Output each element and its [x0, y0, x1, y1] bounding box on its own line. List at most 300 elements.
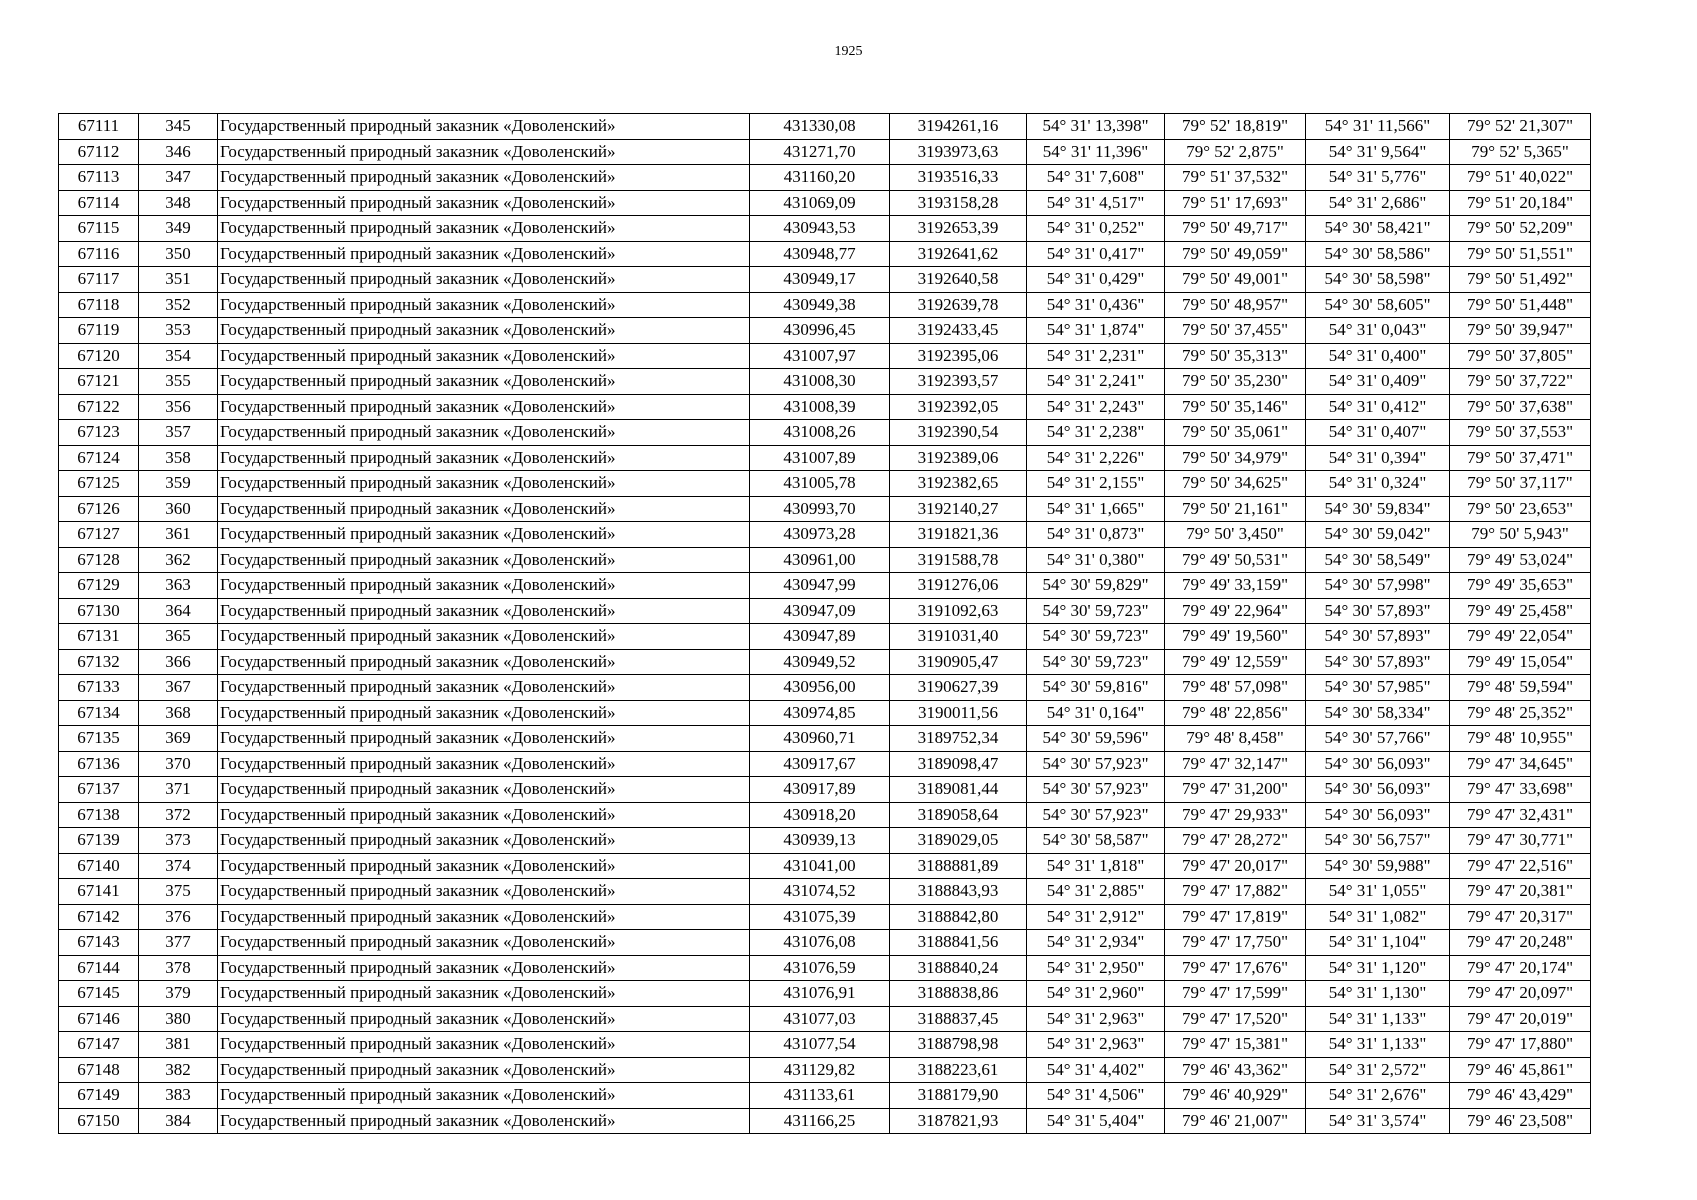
y-coordinate-cell: 3192140,27 [890, 496, 1027, 522]
y-coordinate-cell: 3192653,39 [890, 216, 1027, 242]
page-number: 1925 [834, 44, 863, 59]
longitude-1-cell: 79° 47' 28,272" [1165, 828, 1306, 854]
point-number-cell: 345 [139, 114, 218, 140]
y-coordinate-cell: 3191821,36 [890, 522, 1027, 548]
name-cell: Государственный природный заказник «Доволенский» [218, 241, 750, 267]
latitude-1-cell: 54° 31' 0,164" [1027, 700, 1165, 726]
point-number-cell: 347 [139, 165, 218, 191]
row-number-cell: 67138 [59, 802, 139, 828]
longitude-2-cell: 79° 50' 37,471" [1450, 445, 1591, 471]
table-body [59, 114, 1591, 1134]
latitude-1-cell: 54° 31' 0,436" [1027, 292, 1165, 318]
longitude-2-cell: 79° 47' 33,698" [1450, 777, 1591, 803]
latitude-2-cell: 54° 30' 57,998" [1306, 573, 1450, 599]
name-cell: Государственный природный заказник «Доволенский» [218, 1083, 750, 1109]
longitude-2-cell: 79° 47' 20,174" [1450, 955, 1591, 981]
longitude-1-cell: 79° 46' 21,007" [1165, 1108, 1306, 1134]
point-number-cell: 368 [139, 700, 218, 726]
longitude-2-cell: 79° 52' 5,365" [1450, 139, 1591, 165]
table-row [59, 930, 1591, 956]
latitude-2-cell: 54° 31' 3,574" [1306, 1108, 1450, 1134]
x-coordinate-cell: 430949,38 [750, 292, 890, 318]
longitude-2-cell: 79° 47' 17,880" [1450, 1032, 1591, 1058]
longitude-2-cell: 79° 50' 37,805" [1450, 343, 1591, 369]
y-coordinate-cell: 3192382,65 [890, 471, 1027, 497]
point-number-cell: 366 [139, 649, 218, 675]
longitude-1-cell: 79° 47' 15,381" [1165, 1032, 1306, 1058]
x-coordinate-cell: 431007,97 [750, 343, 890, 369]
longitude-1-cell: 79° 48' 8,458" [1165, 726, 1306, 752]
y-coordinate-cell: 3192392,05 [890, 394, 1027, 420]
y-coordinate-cell: 3193516,33 [890, 165, 1027, 191]
latitude-1-cell: 54° 31' 1,818" [1027, 853, 1165, 879]
x-coordinate-cell: 430947,89 [750, 624, 890, 650]
longitude-1-cell: 79° 50' 37,455" [1165, 318, 1306, 344]
longitude-2-cell: 79° 50' 37,722" [1450, 369, 1591, 395]
latitude-2-cell: 54° 30' 57,893" [1306, 649, 1450, 675]
table-row [59, 318, 1591, 344]
row-number-cell: 67125 [59, 471, 139, 497]
latitude-1-cell: 54° 31' 2,226" [1027, 445, 1165, 471]
row-number-cell: 67144 [59, 955, 139, 981]
row-number-cell: 67130 [59, 598, 139, 624]
latitude-1-cell: 54° 31' 7,608" [1027, 165, 1165, 191]
name-cell: Государственный природный заказник «Доволенский» [218, 445, 750, 471]
point-number-cell: 382 [139, 1057, 218, 1083]
point-number-cell: 364 [139, 598, 218, 624]
table-row [59, 1083, 1591, 1109]
name-cell: Государственный природный заказник «Доволенский» [218, 802, 750, 828]
longitude-1-cell: 79° 48' 57,098" [1165, 675, 1306, 701]
coordinates-table [58, 113, 1591, 1134]
y-coordinate-cell: 3192395,06 [890, 343, 1027, 369]
name-cell: Государственный природный заказник «Доволенский» [218, 496, 750, 522]
table-row [59, 1057, 1591, 1083]
longitude-2-cell: 79° 51' 40,022" [1450, 165, 1591, 191]
longitude-1-cell: 79° 50' 3,450" [1165, 522, 1306, 548]
latitude-1-cell: 54° 31' 0,252" [1027, 216, 1165, 242]
latitude-1-cell: 54° 31' 11,396" [1027, 139, 1165, 165]
table-row [59, 981, 1591, 1007]
row-number-cell: 67120 [59, 343, 139, 369]
latitude-2-cell: 54° 31' 0,412" [1306, 394, 1450, 420]
table-row [59, 394, 1591, 420]
x-coordinate-cell: 430973,28 [750, 522, 890, 548]
row-number-cell: 67111 [59, 114, 139, 140]
table-row [59, 598, 1591, 624]
point-number-cell: 346 [139, 139, 218, 165]
latitude-2-cell: 54° 30' 58,586" [1306, 241, 1450, 267]
longitude-1-cell: 79° 47' 17,819" [1165, 904, 1306, 930]
latitude-1-cell: 54° 31' 2,963" [1027, 1032, 1165, 1058]
longitude-1-cell: 79° 46' 40,929" [1165, 1083, 1306, 1109]
x-coordinate-cell: 430949,52 [750, 649, 890, 675]
table-row [59, 955, 1591, 981]
latitude-2-cell: 54° 31' 0,400" [1306, 343, 1450, 369]
longitude-1-cell: 79° 51' 17,693" [1165, 190, 1306, 216]
latitude-2-cell: 54° 30' 57,893" [1306, 598, 1450, 624]
name-cell: Государственный природный заказник «Доволенский» [218, 292, 750, 318]
latitude-1-cell: 54° 31' 2,241" [1027, 369, 1165, 395]
x-coordinate-cell: 431160,20 [750, 165, 890, 191]
longitude-1-cell: 79° 50' 48,957" [1165, 292, 1306, 318]
latitude-2-cell: 54° 30' 58,421" [1306, 216, 1450, 242]
name-cell: Государственный природный заказник «Доволенский» [218, 1057, 750, 1083]
x-coordinate-cell: 431330,08 [750, 114, 890, 140]
name-cell: Государственный природный заказник «Доволенский» [218, 267, 750, 293]
longitude-1-cell: 79° 49' 33,159" [1165, 573, 1306, 599]
latitude-2-cell: 54° 31' 11,566" [1306, 114, 1450, 140]
longitude-1-cell: 79° 50' 49,717" [1165, 216, 1306, 242]
name-cell: Государственный природный заказник «Доволенский» [218, 981, 750, 1007]
latitude-1-cell: 54° 31' 2,960" [1027, 981, 1165, 1007]
name-cell: Государственный природный заказник «Доволенский» [218, 139, 750, 165]
x-coordinate-cell: 430996,45 [750, 318, 890, 344]
longitude-2-cell: 79° 50' 51,448" [1450, 292, 1591, 318]
name-cell: Государственный природный заказник «Доволенский» [218, 649, 750, 675]
latitude-2-cell: 54° 31' 1,104" [1306, 930, 1450, 956]
y-coordinate-cell: 3192640,58 [890, 267, 1027, 293]
table-row [59, 139, 1591, 165]
x-coordinate-cell: 430949,17 [750, 267, 890, 293]
y-coordinate-cell: 3188838,86 [890, 981, 1027, 1007]
longitude-2-cell: 79° 50' 37,638" [1450, 394, 1591, 420]
name-cell: Государственный природный заказник «Доволенский» [218, 955, 750, 981]
name-cell: Государственный природный заказник «Доволенский» [218, 777, 750, 803]
longitude-2-cell: 79° 50' 51,551" [1450, 241, 1591, 267]
name-cell: Государственный природный заказник «Доволенский» [218, 624, 750, 650]
latitude-1-cell: 54° 31' 5,404" [1027, 1108, 1165, 1134]
table-row [59, 471, 1591, 497]
table-row [59, 343, 1591, 369]
longitude-1-cell: 79° 52' 18,819" [1165, 114, 1306, 140]
table-row [59, 1032, 1591, 1058]
latitude-2-cell: 54° 31' 0,324" [1306, 471, 1450, 497]
latitude-2-cell: 54° 30' 57,985" [1306, 675, 1450, 701]
longitude-2-cell: 79° 49' 22,054" [1450, 624, 1591, 650]
longitude-2-cell: 79° 46' 43,429" [1450, 1083, 1591, 1109]
y-coordinate-cell: 3188843,93 [890, 879, 1027, 905]
x-coordinate-cell: 430947,99 [750, 573, 890, 599]
table-row [59, 904, 1591, 930]
name-cell: Государственный природный заказник «Доволенский» [218, 598, 750, 624]
y-coordinate-cell: 3194261,16 [890, 114, 1027, 140]
latitude-2-cell: 54° 31' 1,055" [1306, 879, 1450, 905]
latitude-1-cell: 54° 31' 4,517" [1027, 190, 1165, 216]
point-number-cell: 361 [139, 522, 218, 548]
y-coordinate-cell: 3188840,24 [890, 955, 1027, 981]
x-coordinate-cell: 431076,08 [750, 930, 890, 956]
x-coordinate-cell: 431077,54 [750, 1032, 890, 1058]
latitude-1-cell: 54° 31' 0,429" [1027, 267, 1165, 293]
point-number-cell: 359 [139, 471, 218, 497]
y-coordinate-cell: 3192393,57 [890, 369, 1027, 395]
longitude-2-cell: 79° 50' 37,117" [1450, 471, 1591, 497]
longitude-1-cell: 79° 47' 17,520" [1165, 1006, 1306, 1032]
name-cell: Государственный природный заказник «Доволенский» [218, 471, 750, 497]
x-coordinate-cell: 431075,39 [750, 904, 890, 930]
longitude-2-cell: 79° 47' 22,516" [1450, 853, 1591, 879]
point-number-cell: 376 [139, 904, 218, 930]
longitude-1-cell: 79° 49' 50,531" [1165, 547, 1306, 573]
latitude-1-cell: 54° 31' 0,380" [1027, 547, 1165, 573]
name-cell: Государственный природный заказник «Доволенский» [218, 522, 750, 548]
point-number-cell: 365 [139, 624, 218, 650]
y-coordinate-cell: 3192433,45 [890, 318, 1027, 344]
name-cell: Государственный природный заказник «Доволенский» [218, 726, 750, 752]
longitude-2-cell: 79° 47' 34,645" [1450, 751, 1591, 777]
row-number-cell: 67124 [59, 445, 139, 471]
longitude-1-cell: 79° 46' 43,362" [1165, 1057, 1306, 1083]
table-row [59, 216, 1591, 242]
y-coordinate-cell: 3189081,44 [890, 777, 1027, 803]
row-number-cell: 67142 [59, 904, 139, 930]
y-coordinate-cell: 3187821,93 [890, 1108, 1027, 1134]
name-cell: Государственный природный заказник «Доволенский» [218, 190, 750, 216]
y-coordinate-cell: 3188223,61 [890, 1057, 1027, 1083]
latitude-1-cell: 54° 30' 59,829" [1027, 573, 1165, 599]
y-coordinate-cell: 3189098,47 [890, 751, 1027, 777]
longitude-1-cell: 79° 50' 35,313" [1165, 343, 1306, 369]
latitude-1-cell: 54° 30' 59,723" [1027, 649, 1165, 675]
longitude-2-cell: 79° 47' 20,248" [1450, 930, 1591, 956]
row-number-cell: 67127 [59, 522, 139, 548]
x-coordinate-cell: 431008,39 [750, 394, 890, 420]
point-number-cell: 370 [139, 751, 218, 777]
table-row [59, 190, 1591, 216]
table-row [59, 420, 1591, 446]
longitude-2-cell: 79° 46' 45,861" [1450, 1057, 1591, 1083]
latitude-2-cell: 54° 30' 58,605" [1306, 292, 1450, 318]
latitude-1-cell: 54° 31' 1,665" [1027, 496, 1165, 522]
longitude-2-cell: 79° 50' 5,943" [1450, 522, 1591, 548]
latitude-2-cell: 54° 30' 59,988" [1306, 853, 1450, 879]
x-coordinate-cell: 431069,09 [750, 190, 890, 216]
x-coordinate-cell: 430947,09 [750, 598, 890, 624]
latitude-1-cell: 54° 31' 1,874" [1027, 318, 1165, 344]
latitude-2-cell: 54° 30' 56,757" [1306, 828, 1450, 854]
table-row [59, 853, 1591, 879]
table-row [59, 879, 1591, 905]
row-number-cell: 67113 [59, 165, 139, 191]
longitude-1-cell: 79° 47' 20,017" [1165, 853, 1306, 879]
latitude-2-cell: 54° 31' 0,409" [1306, 369, 1450, 395]
latitude-1-cell: 54° 30' 59,816" [1027, 675, 1165, 701]
longitude-1-cell: 79° 47' 17,882" [1165, 879, 1306, 905]
latitude-1-cell: 54° 31' 2,963" [1027, 1006, 1165, 1032]
name-cell: Государственный природный заказник «Доволенский» [218, 930, 750, 956]
table-row [59, 777, 1591, 803]
y-coordinate-cell: 3190905,47 [890, 649, 1027, 675]
longitude-1-cell: 79° 47' 31,200" [1165, 777, 1306, 803]
row-number-cell: 67146 [59, 1006, 139, 1032]
latitude-1-cell: 54° 30' 57,923" [1027, 777, 1165, 803]
y-coordinate-cell: 3192389,06 [890, 445, 1027, 471]
table-row [59, 573, 1591, 599]
x-coordinate-cell: 430943,53 [750, 216, 890, 242]
point-number-cell: 357 [139, 420, 218, 446]
longitude-2-cell: 79° 47' 32,431" [1450, 802, 1591, 828]
x-coordinate-cell: 431074,52 [750, 879, 890, 905]
latitude-1-cell: 54° 31' 0,417" [1027, 241, 1165, 267]
y-coordinate-cell: 3193158,28 [890, 190, 1027, 216]
name-cell: Государственный природный заказник «Доволенский» [218, 318, 750, 344]
table-row [59, 114, 1591, 140]
y-coordinate-cell: 3189058,64 [890, 802, 1027, 828]
x-coordinate-cell: 430961,00 [750, 547, 890, 573]
point-number-cell: 352 [139, 292, 218, 318]
table-row [59, 624, 1591, 650]
latitude-1-cell: 54° 30' 57,923" [1027, 802, 1165, 828]
row-number-cell: 67135 [59, 726, 139, 752]
longitude-2-cell: 79° 50' 23,653" [1450, 496, 1591, 522]
latitude-2-cell: 54° 31' 5,776" [1306, 165, 1450, 191]
longitude-2-cell: 79° 47' 20,317" [1450, 904, 1591, 930]
x-coordinate-cell: 431076,91 [750, 981, 890, 1007]
x-coordinate-cell: 431008,26 [750, 420, 890, 446]
name-cell: Государственный природный заказник «Доволенский» [218, 573, 750, 599]
x-coordinate-cell: 431007,89 [750, 445, 890, 471]
x-coordinate-cell: 430960,71 [750, 726, 890, 752]
point-number-cell: 354 [139, 343, 218, 369]
name-cell: Государственный природный заказник «Доволенский» [218, 853, 750, 879]
latitude-1-cell: 54° 30' 59,723" [1027, 624, 1165, 650]
row-number-cell: 67112 [59, 139, 139, 165]
x-coordinate-cell: 430917,89 [750, 777, 890, 803]
y-coordinate-cell: 3191031,40 [890, 624, 1027, 650]
table-row [59, 828, 1591, 854]
longitude-2-cell: 79° 51' 20,184" [1450, 190, 1591, 216]
table-row [59, 369, 1591, 395]
point-number-cell: 367 [139, 675, 218, 701]
latitude-2-cell: 54° 31' 2,686" [1306, 190, 1450, 216]
name-cell: Государственный природный заказник «Доволенский» [218, 369, 750, 395]
table-row [59, 675, 1591, 701]
point-number-cell: 350 [139, 241, 218, 267]
row-number-cell: 67133 [59, 675, 139, 701]
y-coordinate-cell: 3190627,39 [890, 675, 1027, 701]
longitude-2-cell: 79° 47' 20,381" [1450, 879, 1591, 905]
name-cell: Государственный природный заказник «Доволенский» [218, 700, 750, 726]
latitude-1-cell: 54° 30' 59,723" [1027, 598, 1165, 624]
latitude-2-cell: 54° 30' 58,334" [1306, 700, 1450, 726]
y-coordinate-cell: 3190011,56 [890, 700, 1027, 726]
longitude-1-cell: 79° 50' 21,161" [1165, 496, 1306, 522]
latitude-2-cell: 54° 31' 1,130" [1306, 981, 1450, 1007]
row-number-cell: 67115 [59, 216, 139, 242]
name-cell: Государственный природный заказник «Доволенский» [218, 904, 750, 930]
longitude-2-cell: 79° 49' 25,458" [1450, 598, 1591, 624]
name-cell: Государственный природный заказник «Доволенский» [218, 1108, 750, 1134]
latitude-2-cell: 54° 31' 9,564" [1306, 139, 1450, 165]
row-number-cell: 67132 [59, 649, 139, 675]
latitude-2-cell: 54° 31' 0,407" [1306, 420, 1450, 446]
row-number-cell: 67126 [59, 496, 139, 522]
y-coordinate-cell: 3192390,54 [890, 420, 1027, 446]
longitude-1-cell: 79° 50' 35,061" [1165, 420, 1306, 446]
table-row [59, 547, 1591, 573]
x-coordinate-cell: 430918,20 [750, 802, 890, 828]
x-coordinate-cell: 430974,85 [750, 700, 890, 726]
point-number-cell: 374 [139, 853, 218, 879]
table-row [59, 522, 1591, 548]
longitude-2-cell: 79° 52' 21,307" [1450, 114, 1591, 140]
longitude-2-cell: 79° 49' 15,054" [1450, 649, 1591, 675]
longitude-1-cell: 79° 47' 29,933" [1165, 802, 1306, 828]
table-row [59, 649, 1591, 675]
latitude-1-cell: 54° 31' 0,873" [1027, 522, 1165, 548]
row-number-cell: 67139 [59, 828, 139, 854]
row-number-cell: 67147 [59, 1032, 139, 1058]
longitude-2-cell: 79° 48' 10,955" [1450, 726, 1591, 752]
latitude-2-cell: 54° 31' 2,676" [1306, 1083, 1450, 1109]
row-number-cell: 67119 [59, 318, 139, 344]
longitude-1-cell: 79° 49' 12,559" [1165, 649, 1306, 675]
table-row [59, 292, 1591, 318]
y-coordinate-cell: 3188841,56 [890, 930, 1027, 956]
longitude-1-cell: 79° 47' 32,147" [1165, 751, 1306, 777]
latitude-2-cell: 54° 30' 57,893" [1306, 624, 1450, 650]
y-coordinate-cell: 3188881,89 [890, 853, 1027, 879]
point-number-cell: 360 [139, 496, 218, 522]
name-cell: Государственный природный заказник «Доволенский» [218, 114, 750, 140]
name-cell: Государственный природный заказник «Доволенский» [218, 394, 750, 420]
latitude-1-cell: 54° 31' 13,398" [1027, 114, 1165, 140]
latitude-2-cell: 54° 31' 1,133" [1306, 1006, 1450, 1032]
point-number-cell: 353 [139, 318, 218, 344]
x-coordinate-cell: 430993,70 [750, 496, 890, 522]
table-row [59, 802, 1591, 828]
latitude-2-cell: 54° 30' 58,598" [1306, 267, 1450, 293]
point-number-cell: 362 [139, 547, 218, 573]
point-number-cell: 355 [139, 369, 218, 395]
longitude-2-cell: 79° 48' 25,352" [1450, 700, 1591, 726]
y-coordinate-cell: 3191588,78 [890, 547, 1027, 573]
x-coordinate-cell: 431076,59 [750, 955, 890, 981]
table-row [59, 241, 1591, 267]
x-coordinate-cell: 430939,13 [750, 828, 890, 854]
latitude-2-cell: 54° 31' 0,394" [1306, 445, 1450, 471]
latitude-1-cell: 54° 31' 2,885" [1027, 879, 1165, 905]
row-number-cell: 67134 [59, 700, 139, 726]
row-number-cell: 67140 [59, 853, 139, 879]
y-coordinate-cell: 3189752,34 [890, 726, 1027, 752]
longitude-1-cell: 79° 50' 49,059" [1165, 241, 1306, 267]
y-coordinate-cell: 3189029,05 [890, 828, 1027, 854]
longitude-2-cell: 79° 50' 39,947" [1450, 318, 1591, 344]
longitude-2-cell: 79° 49' 53,024" [1450, 547, 1591, 573]
table-row [59, 496, 1591, 522]
y-coordinate-cell: 3188179,90 [890, 1083, 1027, 1109]
latitude-2-cell: 54° 31' 2,572" [1306, 1057, 1450, 1083]
name-cell: Государственный природный заказник «Доволенский» [218, 165, 750, 191]
longitude-1-cell: 79° 50' 49,001" [1165, 267, 1306, 293]
table-row [59, 726, 1591, 752]
point-number-cell: 380 [139, 1006, 218, 1032]
row-number-cell: 67145 [59, 981, 139, 1007]
point-number-cell: 371 [139, 777, 218, 803]
y-coordinate-cell: 3188842,80 [890, 904, 1027, 930]
latitude-2-cell: 54° 30' 58,549" [1306, 547, 1450, 573]
point-number-cell: 373 [139, 828, 218, 854]
x-coordinate-cell: 431271,70 [750, 139, 890, 165]
latitude-1-cell: 54° 31' 2,934" [1027, 930, 1165, 956]
row-number-cell: 67118 [59, 292, 139, 318]
longitude-2-cell: 79° 47' 20,019" [1450, 1006, 1591, 1032]
point-number-cell: 369 [139, 726, 218, 752]
longitude-2-cell: 79° 50' 37,553" [1450, 420, 1591, 446]
longitude-1-cell: 79° 49' 22,964" [1165, 598, 1306, 624]
